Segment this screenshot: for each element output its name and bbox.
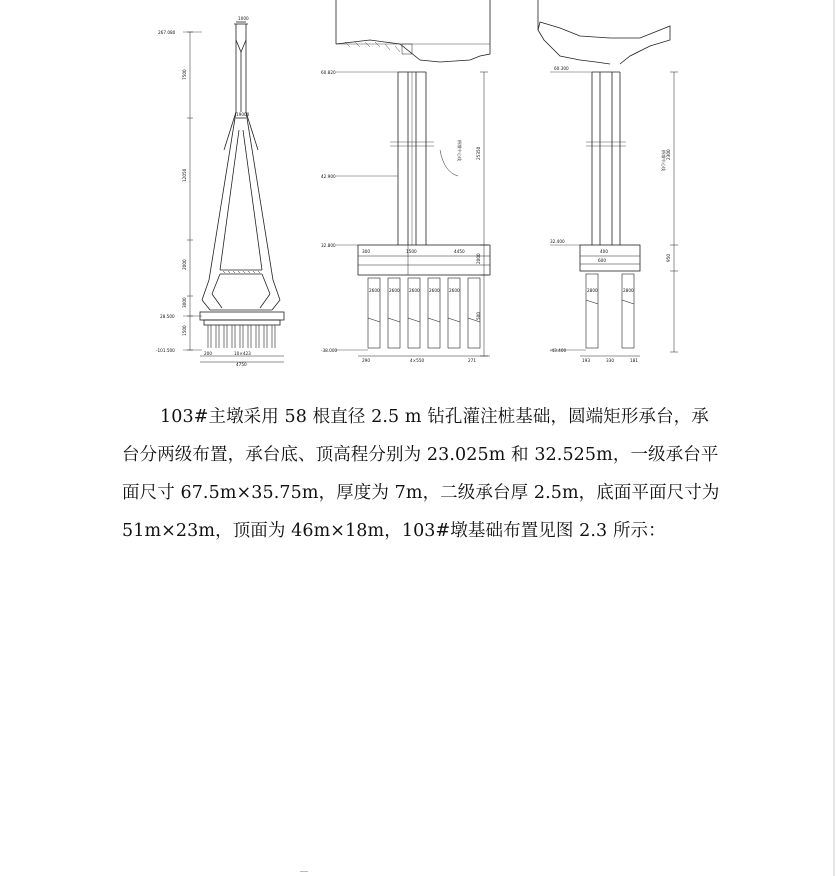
middle-view-side-elevation [336, 0, 490, 356]
middle-dim-13: 271 [468, 358, 476, 363]
left-dim-9: 4750 [236, 362, 247, 367]
middle-dim-11: 290 [362, 358, 370, 363]
paragraph-line-4: 51m×23m，顶面为 46m×18m，103#墩基础布置见图 2.3 所示： [122, 521, 666, 541]
left-dim-6: 1500 [182, 325, 187, 336]
right-dim-1: 600 [598, 258, 606, 263]
right-elevation-1: 32.400 [550, 239, 565, 244]
left-top-elevation: 267.080 [158, 30, 176, 35]
left-dim-7: 200 [204, 351, 212, 356]
left-view-tower-elevation [183, 22, 284, 362]
middle-view-labels [321, 70, 481, 363]
middle-dim-1: 1500 [406, 249, 417, 254]
middle-elevation-2: 32.800 [321, 243, 336, 248]
left-view-labels [156, 16, 251, 367]
right-elevation-2: -43.400 [550, 348, 567, 353]
right-elevation-0: 60.300 [554, 66, 569, 71]
engineering-drawing-svg [140, 0, 700, 372]
middle-centerline-label: 桥墩中心线 [457, 140, 462, 161]
middle-dim-2: 4450 [454, 249, 465, 254]
right-dim-4: 2800 [587, 288, 598, 293]
middle-dim-4: 2000 [476, 253, 481, 264]
left-dim-0: 1000 [238, 16, 249, 21]
middle-elevation-3: -38.000 [321, 348, 338, 353]
left-dim-3: 19000 [236, 112, 250, 117]
left-second-elevation: 28.500 [160, 314, 175, 319]
paragraph-line-3: 面尺寸 67.5m×35.75m，厚度为 7m，二级承台厚 2.5m，底面平面尺寸为 [122, 483, 720, 503]
left-dim-2: 12050 [182, 168, 187, 182]
middle-elevation-0: 60.820 [321, 70, 336, 75]
middle-dim-7: 2600 [389, 288, 400, 293]
right-view-labels [550, 66, 671, 363]
middle-dim-3: 25350 [476, 146, 481, 160]
right-dim-2: 950 [666, 254, 671, 262]
pier-foundation-drawing [140, 0, 700, 372]
right-dim-7: 330 [606, 358, 614, 363]
body-paragraph [122, 398, 742, 550]
left-dim-5: 3000 [182, 297, 187, 308]
right-dim-8: 181 [630, 358, 638, 363]
right-dim-0: 400 [600, 249, 608, 254]
middle-dim-12: 4×550 [410, 358, 425, 363]
right-dim-5: 2800 [623, 288, 634, 293]
paragraph-line-2: 台分两级布置，承台底、顶高程分别为 23.025m 和 32.525m，一级承台平 [122, 445, 719, 465]
paragraph-line-1: 103#主墩采用 58 根直径 2.5 m 钻孔灌注桩基础，圆端矩形承台，承 [160, 407, 709, 427]
middle-dim-6: 2600 [369, 288, 380, 293]
right-view-transverse-elevation [538, 0, 678, 356]
left-dim-4: 2000 [182, 259, 187, 270]
middle-dim-5: 500 [476, 312, 481, 320]
middle-dim-8: 2600 [409, 288, 420, 293]
left-dim-1: 7500 [182, 69, 187, 80]
left-bottom-elevation: -101.500 [156, 348, 175, 353]
right-centerline-label: 桥墩中心线 [661, 150, 666, 171]
page-edge-mark [300, 871, 308, 875]
right-dim-3: 2300 [666, 149, 671, 160]
right-dim-6: 193 [582, 358, 590, 363]
middle-dim-0: 300 [362, 249, 370, 254]
middle-dim-10: 2600 [449, 288, 460, 293]
left-dim-8: 10×423 [234, 351, 251, 356]
middle-elevation-1: 42.900 [321, 174, 336, 179]
middle-dim-9: 2600 [429, 288, 440, 293]
